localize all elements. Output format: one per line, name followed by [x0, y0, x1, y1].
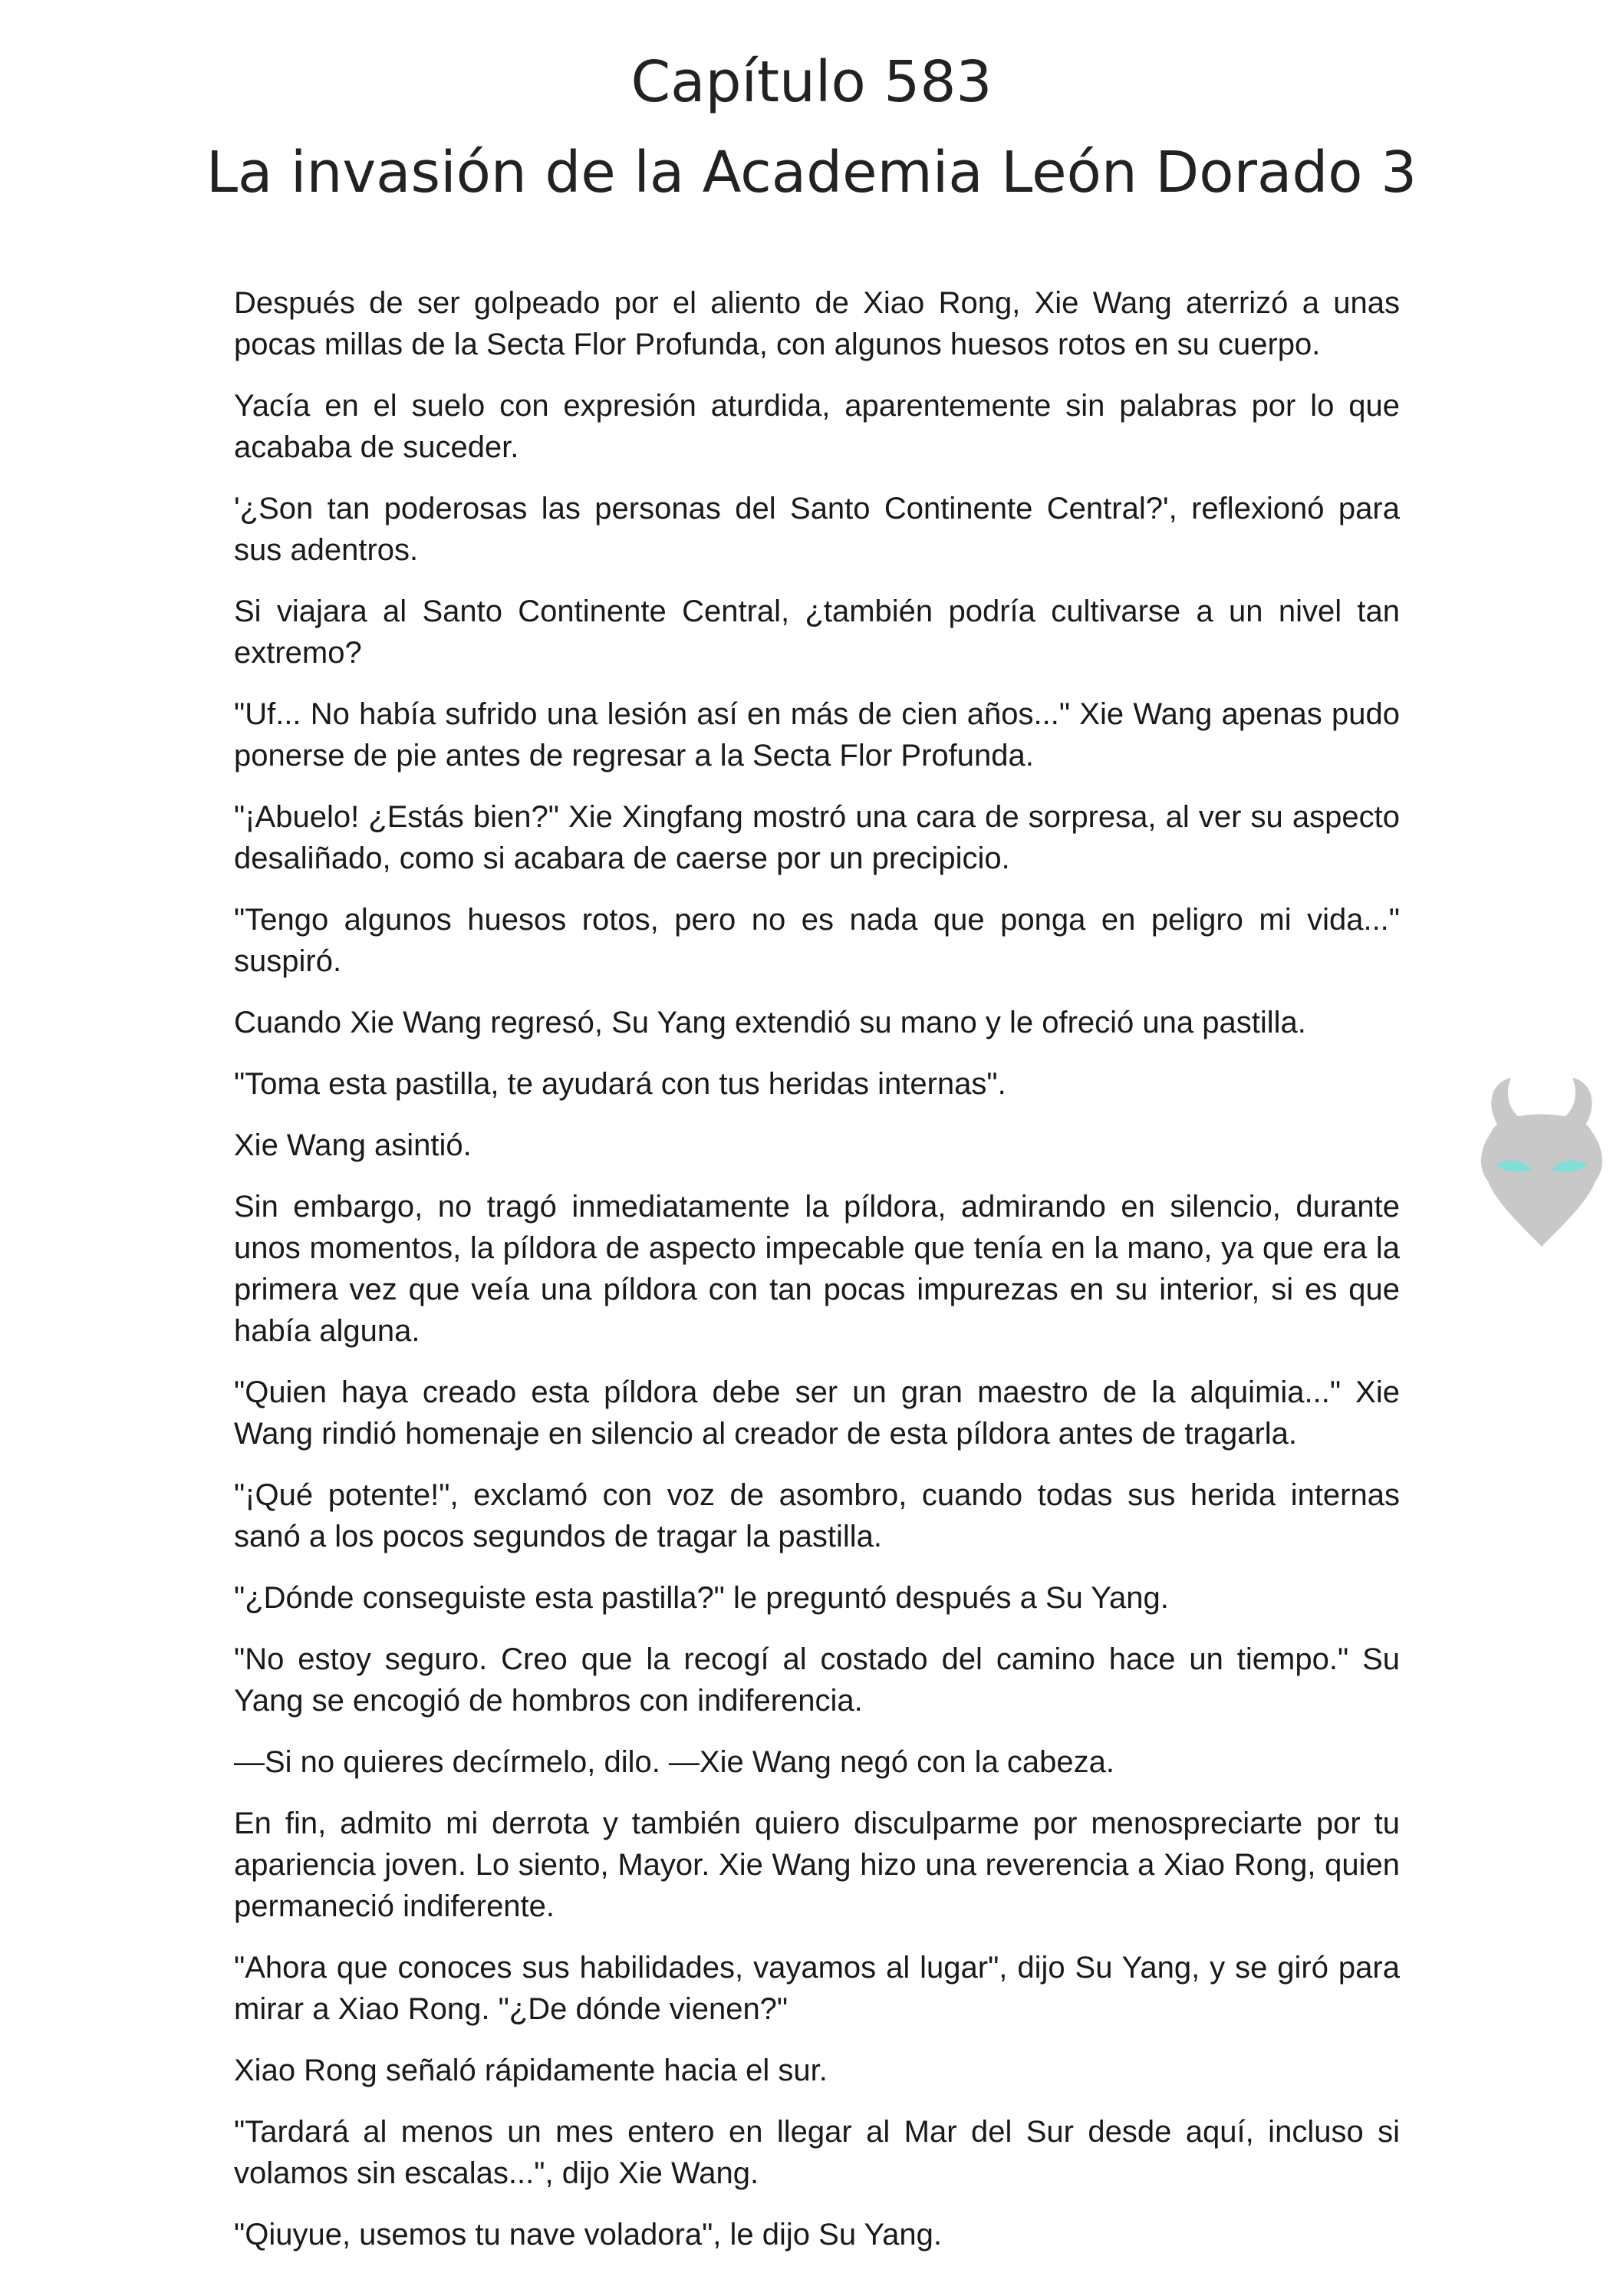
paragraph: Xie Wang asintió. [234, 1128, 472, 1162]
paragraph: Si viajara al Santo Continente Central, ¿también podría cultivarse a un nivel tan extremo? [234, 595, 1400, 670]
paragraph: '¿Son tan poderosas las personas del Santo Continente Central?', reflexionó para sus adentros. [234, 492, 1400, 567]
chapter-title: La invasión de la Academia León Dorado 3 [206, 140, 1417, 206]
paragraph: Yacía en el suelo con expresión aturdida, aparentemente sin palabras por lo que acababa de suceder. [234, 389, 1400, 464]
paragraph: "Tardará al menos un mes entero en llegar al Mar del Sur desde aquí, incluso si volamos sin escalas...", dijo Xie Wang. [234, 2115, 1400, 2190]
paragraph: "Toma esta pastilla, te ayudará con tus heridas internas". [234, 1067, 1006, 1101]
paragraph: En fin, admito mi derrota y también quiero disculparme por menospreciarte por tu apariencia joven. Lo siento, Mayor. Xie Wang hizo una reverencia a Xiao Rong, quien permaneció indiferente. [234, 1807, 1400, 1923]
paragraph: "Ahora que conoces sus habilidades, vayamos al lugar", dijo Su Yang, y se giró para mirar a Xiao Rong. "¿De dónde vienen?" [234, 1951, 1400, 2026]
paragraph: Xiao Rong señaló rápidamente hacia el sur. [234, 2054, 828, 2087]
paragraph: Cuando Xie Wang regresó, Su Yang extendió su mano y le ofreció una pastilla. [234, 1006, 1306, 1039]
chapter-number: Capítulo 583 [630, 49, 993, 115]
paragraph: Sin embargo, no tragó inmediatamente la píldora, admirando en silencio, durante unos momentos, la píldora de aspecto impecable que tenía en la mano, ya que era la primera vez que veía una píldora con tan pocas impurezas en su interior, si es que había alguna. [234, 1190, 1400, 1348]
paragraph: "Tengo algunos huesos rotos, pero no es nada que ponga en peligro mi vida..." suspiró. [234, 903, 1400, 978]
chapter-heading [0, 37, 1623, 218]
paragraph: "¡Abuelo! ¿Estás bien?" Xie Xingfang mostró una cara de sorpresa, al ver su aspecto desaliñado, como si acabara de caerse por un precipicio. [234, 800, 1400, 875]
paragraph: "Uf... No había sufrido una lesión así en más de cien años..." Xie Wang apenas pudo ponerse de pie antes de regresar a la Secta Flor Profunda. [234, 697, 1400, 772]
paragraph: "Qiuyue, usemos tu nave voladora", le dijo Su Yang. [234, 2218, 943, 2252]
paragraph: Después de ser golpeado por el aliento de Xiao Rong, Xie Wang aterrizó a unas pocas millas de la Secta Flor Profunda, con algunos huesos rotos en su cuerpo. [234, 286, 1400, 361]
paragraph: "No estoy seguro. Creo que la recogí al costado del camino hace un tiempo." Su Yang se encogió de hombros con indiferencia. [234, 1642, 1400, 1718]
demon-head-watermark-icon [1469, 1074, 1615, 1250]
paragraph: "Quien haya creado esta píldora debe ser un gran maestro de la alquimia..." Xie Wang rindió homenaje en silencio al creador de esta píldora antes de tragarla. [234, 1375, 1400, 1451]
paragraph: "¿Dónde conseguiste esta pastilla?" le preguntó después a Su Yang. [234, 1581, 1169, 1615]
chapter-body [234, 282, 1400, 2275]
paragraph: "¡Qué potente!", exclamó con voz de asombro, cuando todas sus herida internas sanó a los pocos segundos de tragar la pastilla. [234, 1478, 1400, 1553]
paragraph: —Si no quieres decírmelo, dilo. —Xie Wang negó con la cabeza. [234, 1745, 1115, 1779]
